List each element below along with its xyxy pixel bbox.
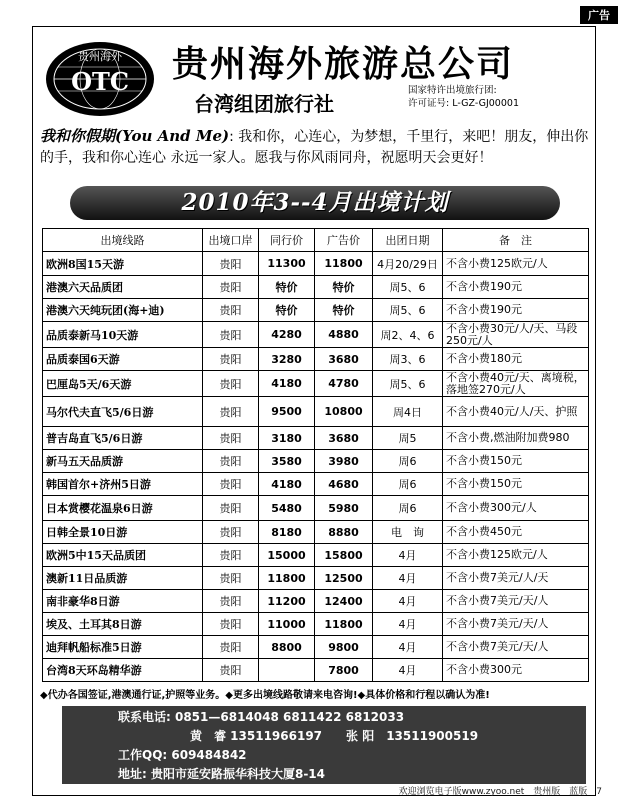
table-body bbox=[43, 252, 589, 682]
ad-price-cell: 3680 bbox=[315, 348, 373, 371]
route-cell: 埃及、土耳其8日游 bbox=[43, 613, 203, 636]
port-cell: 贵阳 bbox=[203, 276, 259, 299]
peer-price-cell: 4180 bbox=[259, 473, 315, 496]
table-row bbox=[43, 348, 589, 371]
company-subtitle: 台湾组团旅行社 bbox=[194, 92, 334, 116]
table-row bbox=[43, 659, 589, 682]
table-row bbox=[43, 427, 589, 450]
site-footer: 欢迎浏览电子版www.zyoo.net 贵州版 蓝版 7 bbox=[398, 787, 602, 797]
contact-qq: 工作QQ: 609484842 bbox=[118, 748, 247, 762]
port-cell: 贵阳 bbox=[203, 521, 259, 544]
port-cell: 贵阳 bbox=[203, 590, 259, 613]
peer-price-cell: 15000 bbox=[259, 544, 315, 567]
date-cell: 周5、6 bbox=[373, 371, 443, 397]
route-cell: 欧洲8国15天游 bbox=[43, 252, 203, 276]
header-port: 出境口岸 bbox=[203, 229, 259, 252]
table-row bbox=[43, 397, 589, 427]
note-cell: 不含小费,燃油附加费980 bbox=[443, 427, 589, 450]
table-row bbox=[43, 636, 589, 659]
date-cell: 4月 bbox=[373, 636, 443, 659]
contact-phone: 联系电话: 0851—6814048 6811422 6812033 bbox=[118, 710, 405, 724]
port-cell: 贵阳 bbox=[203, 473, 259, 496]
peer-price-cell: 4280 bbox=[259, 322, 315, 348]
peer-price-cell: 特价 bbox=[259, 276, 315, 299]
date-cell: 周5 bbox=[373, 427, 443, 450]
route-cell: 品质泰新马10天游 bbox=[43, 322, 203, 348]
route-cell: 马尔代夫直飞5/6日游 bbox=[43, 397, 203, 427]
note-cell: 不含小费7美元/人/天 bbox=[443, 567, 589, 590]
slogan-text: : 我和你，心连心，为梦想，千里行，来吧！朋友，伸出你的手，我和你心连心 永远一家人。愿我与你风雨同舟，祝愿明天会更好！ bbox=[40, 129, 589, 166]
route-cell: 港澳六天品质团 bbox=[43, 276, 203, 299]
port-cell: 贵阳 bbox=[203, 659, 259, 682]
contact-box bbox=[62, 706, 586, 784]
date-cell: 4月20/29日 bbox=[373, 252, 443, 276]
table-row bbox=[43, 299, 589, 322]
ad-price-cell: 特价 bbox=[315, 276, 373, 299]
ad-price-cell: 特价 bbox=[315, 299, 373, 322]
peer-price-cell: 8800 bbox=[259, 636, 315, 659]
date-cell: 周6 bbox=[373, 450, 443, 473]
date-cell: 周3、6 bbox=[373, 348, 443, 371]
note-cell: 不含小费125欧元/人 bbox=[443, 544, 589, 567]
table-row bbox=[43, 496, 589, 521]
header-ad-price: 广告价 bbox=[315, 229, 373, 252]
tour-plan-table bbox=[42, 228, 589, 682]
contact-persons: 黄 睿 13511966197 张 阳 13511900519 bbox=[190, 729, 479, 743]
plan-banner-title: 2010年3--4月出境计划 bbox=[181, 189, 449, 216]
route-cell: 韩国首尔+济州5日游 bbox=[43, 473, 203, 496]
table-row bbox=[43, 590, 589, 613]
peer-price-cell: 3580 bbox=[259, 450, 315, 473]
license-line-1: 国家特许出境旅行团: bbox=[408, 85, 497, 96]
port-cell: 贵阳 bbox=[203, 450, 259, 473]
company-name: 贵州海外旅游总公司 bbox=[172, 43, 515, 85]
table-row bbox=[43, 450, 589, 473]
ad-price-cell: 15800 bbox=[315, 544, 373, 567]
note-cell: 不含小费190元 bbox=[443, 299, 589, 322]
note-cell: 不含小费125欧元/人 bbox=[443, 252, 589, 276]
port-cell: 贵阳 bbox=[203, 613, 259, 636]
ad-price-cell: 10800 bbox=[315, 397, 373, 427]
route-cell: 日本赏樱花温泉6日游 bbox=[43, 496, 203, 521]
port-cell: 贵阳 bbox=[203, 371, 259, 397]
peer-price-cell: 9500 bbox=[259, 397, 315, 427]
note-cell: 不含小费150元 bbox=[443, 450, 589, 473]
port-cell: 贵阳 bbox=[203, 567, 259, 590]
ad-price-cell: 12500 bbox=[315, 567, 373, 590]
table-row bbox=[43, 473, 589, 496]
license-line-2: 许可证号: L-GZ-GJ00001 bbox=[408, 98, 519, 109]
port-cell: 贵阳 bbox=[203, 348, 259, 371]
table-row bbox=[43, 521, 589, 544]
note-cell: 不含小费180元 bbox=[443, 348, 589, 371]
route-cell: 欧洲5中15天品质团 bbox=[43, 544, 203, 567]
port-cell: 贵阳 bbox=[203, 496, 259, 521]
ad-price-cell: 5980 bbox=[315, 496, 373, 521]
company-logo bbox=[44, 40, 156, 118]
ad-price-cell: 4880 bbox=[315, 322, 373, 348]
date-cell: 4月 bbox=[373, 567, 443, 590]
date-cell: 周5、6 bbox=[373, 276, 443, 299]
route-cell: 澳新11日品质游 bbox=[43, 567, 203, 590]
header-peer-price: 同行价 bbox=[259, 229, 315, 252]
date-cell: 4月 bbox=[373, 544, 443, 567]
ad-price-cell: 4780 bbox=[315, 371, 373, 397]
route-cell: 港澳六天纯玩团(海+迪) bbox=[43, 299, 203, 322]
date-cell: 周6 bbox=[373, 473, 443, 496]
route-cell: 日韩全景10日游 bbox=[43, 521, 203, 544]
peer-price-cell bbox=[259, 659, 315, 682]
slogan bbox=[40, 126, 592, 169]
table-row bbox=[43, 276, 589, 299]
note-cell: 不含小费7美元/天/人 bbox=[443, 636, 589, 659]
route-cell: 巴厘岛5天/6天游 bbox=[43, 371, 203, 397]
date-cell: 4月 bbox=[373, 659, 443, 682]
table-row bbox=[43, 252, 589, 276]
note-cell: 不含小费7美元/天/人 bbox=[443, 590, 589, 613]
route-cell: 迪拜帆船标准5日游 bbox=[43, 636, 203, 659]
ad-price-cell: 11800 bbox=[315, 613, 373, 636]
date-cell: 4月 bbox=[373, 613, 443, 636]
peer-price-cell: 5480 bbox=[259, 496, 315, 521]
note-cell: 不含小费40元/天、离境税，落地签270元/人 bbox=[443, 371, 589, 397]
peer-price-cell: 11800 bbox=[259, 567, 315, 590]
table-row bbox=[43, 322, 589, 348]
peer-price-cell: 8180 bbox=[259, 521, 315, 544]
note-cell: 不含小费450元 bbox=[443, 521, 589, 544]
ad-price-cell: 8880 bbox=[315, 521, 373, 544]
note-cell: 不含小费300元/人 bbox=[443, 496, 589, 521]
peer-price-cell: 11000 bbox=[259, 613, 315, 636]
logo-top-text: 贵州海外 bbox=[78, 50, 122, 63]
ad-price-cell: 12400 bbox=[315, 590, 373, 613]
service-notes: ◆代办各国签证,港澳通行证,护照等业务。◆更多出境线路敬请来电咨询!◆具体价格和行程以确认为准! bbox=[40, 690, 490, 701]
header-date: 出团日期 bbox=[373, 229, 443, 252]
date-cell: 周6 bbox=[373, 496, 443, 521]
license-info bbox=[408, 84, 519, 110]
logo-main-text: OTC bbox=[71, 67, 129, 96]
header-note: 备 注 bbox=[443, 229, 589, 252]
contact-address: 地址: 贵阳市延安路振华科技大厦8-14 bbox=[118, 767, 326, 781]
ad-price-cell: 11800 bbox=[315, 252, 373, 276]
peer-price-cell: 3280 bbox=[259, 348, 315, 371]
note-cell: 不含小费300元 bbox=[443, 659, 589, 682]
table-row bbox=[43, 371, 589, 397]
port-cell: 贵阳 bbox=[203, 636, 259, 659]
ad-price-cell: 3980 bbox=[315, 450, 373, 473]
date-cell: 电 询 bbox=[373, 521, 443, 544]
table-row bbox=[43, 544, 589, 567]
port-cell: 贵阳 bbox=[203, 252, 259, 276]
port-cell: 贵阳 bbox=[203, 299, 259, 322]
ad-price-cell: 4680 bbox=[315, 473, 373, 496]
slogan-highlight: 我和你假期(You And Me) bbox=[40, 127, 230, 145]
peer-price-cell: 11200 bbox=[259, 590, 315, 613]
note-cell: 不含小费7美元/天/人 bbox=[443, 613, 589, 636]
note-cell: 不含小费190元 bbox=[443, 276, 589, 299]
header-route: 出境线路 bbox=[43, 229, 203, 252]
peer-price-cell: 特价 bbox=[259, 299, 315, 322]
port-cell: 贵阳 bbox=[203, 427, 259, 450]
route-cell: 普吉岛直飞5/6日游 bbox=[43, 427, 203, 450]
table-row bbox=[43, 567, 589, 590]
peer-price-cell: 3180 bbox=[259, 427, 315, 450]
route-cell: 台湾8天环岛精华游 bbox=[43, 659, 203, 682]
peer-price-cell: 11300 bbox=[259, 252, 315, 276]
ad-price-cell: 3680 bbox=[315, 427, 373, 450]
note-cell: 不含小费40元/人/天、护照 bbox=[443, 397, 589, 427]
ad-label: 广告 bbox=[580, 6, 618, 24]
note-cell: 不含小费30元/人/天、马段250元/人 bbox=[443, 322, 589, 348]
table-row bbox=[43, 613, 589, 636]
ad-price-cell: 9800 bbox=[315, 636, 373, 659]
route-cell: 新马五天品质游 bbox=[43, 450, 203, 473]
date-cell: 4月 bbox=[373, 590, 443, 613]
route-cell: 品质泰国6天游 bbox=[43, 348, 203, 371]
port-cell: 贵阳 bbox=[203, 397, 259, 427]
peer-price-cell: 4180 bbox=[259, 371, 315, 397]
plan-banner bbox=[70, 186, 560, 220]
ad-price-cell: 7800 bbox=[315, 659, 373, 682]
date-cell: 周5、6 bbox=[373, 299, 443, 322]
date-cell: 周4日 bbox=[373, 397, 443, 427]
port-cell: 贵阳 bbox=[203, 544, 259, 567]
table-header-row bbox=[43, 229, 589, 252]
route-cell: 南非豪华8日游 bbox=[43, 590, 203, 613]
date-cell: 周2、4、6 bbox=[373, 322, 443, 348]
note-cell: 不含小费150元 bbox=[443, 473, 589, 496]
port-cell: 贵阳 bbox=[203, 322, 259, 348]
